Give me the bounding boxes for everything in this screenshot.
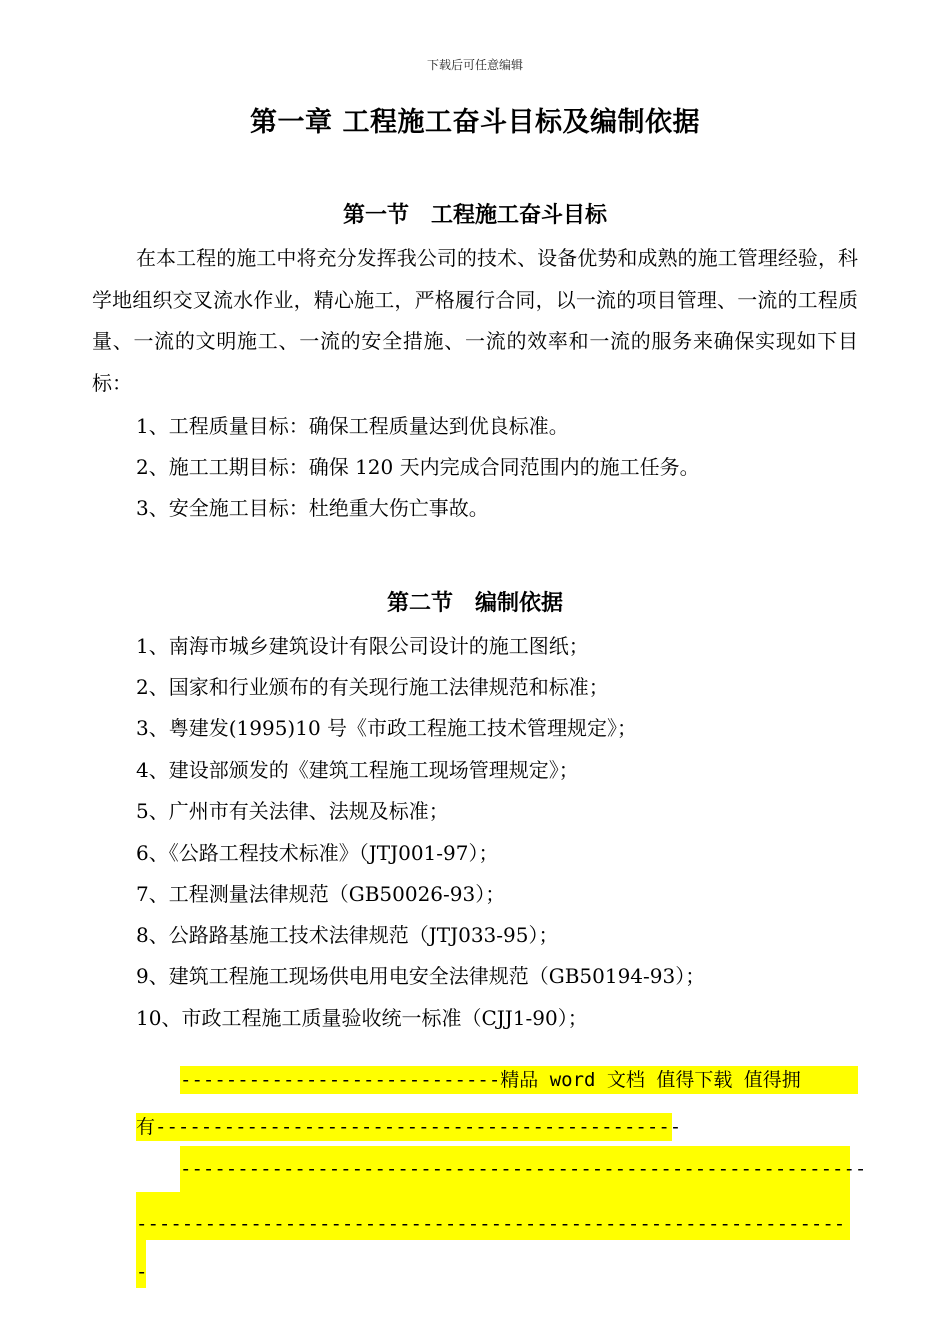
chapter-title: 第一章 工程施工奋斗目标及编制依据	[250, 107, 700, 138]
basis-item: 5、广州市有关法律、法规及标准；	[136, 799, 449, 823]
highlight-line-4: --------------------------------------------------------------	[136, 1192, 850, 1240]
page-header: 下载后可任意编辑	[426, 58, 523, 72]
basis-item: 9、建筑工程施工现场供电用电安全法律规范（GB50194-93）；	[136, 964, 706, 988]
goal-item: 3、安全施工目标：杜绝重大伤亡事故。	[136, 496, 489, 520]
highlight-line-5: -	[136, 1240, 146, 1288]
section-1-title: 第一节 工程施工奋斗目标	[342, 203, 607, 228]
highlight-line-2: 有----------------------------------------------	[136, 1113, 672, 1141]
goal-item: 1、工程质量目标：确保工程质量达到优良标准。	[136, 414, 569, 438]
basis-item: 4、建设部颁发的《建筑工程施工现场管理规定》；	[136, 758, 579, 782]
basis-item: 3、粤建发(1995)10 号《市政工程施工技术管理规定》；	[136, 716, 638, 740]
basis-item: 6、《公路工程技术标准》（JTJ001-97）；	[136, 841, 499, 865]
highlight-line-3: ------------------------------------------------------------	[180, 1146, 850, 1192]
highlight-line-1: ----------------------------精品 word 文档 值得下载 值得拥	[180, 1066, 858, 1094]
basis-item: 10、市政工程施工质量验收统一标准（CJJ1-90）；	[136, 1006, 588, 1030]
basis-item: 1、南海市城乡建筑设计有限公司设计的施工图纸；	[136, 634, 589, 658]
section-2-title: 第二节 编制依据	[386, 591, 563, 616]
basis-item: 8、公路路基施工技术法律规范（JTJ033-95）；	[136, 923, 559, 947]
basis-item: 7、工程测量法律规范（GB50026-93）；	[136, 882, 506, 906]
basis-item: 2、国家和行业颁布的有关现行施工法律规范和标准；	[136, 675, 609, 699]
goal-item: 2、施工工期目标：确保 120 天内完成合同范围内的施工任务。	[136, 455, 700, 479]
section-1-paragraph: 在本工程的施工中将充分发挥我公司的技术、设备优势和成熟的施工管理经验，科学地组织交叉流水作业，精心施工，严格履行合同，以一流的项目管理、一流的工程质量、一流的文明施工、一流的安全措施、一流的效率和一流的服务来确保实现如下目标：	[92, 246, 858, 395]
